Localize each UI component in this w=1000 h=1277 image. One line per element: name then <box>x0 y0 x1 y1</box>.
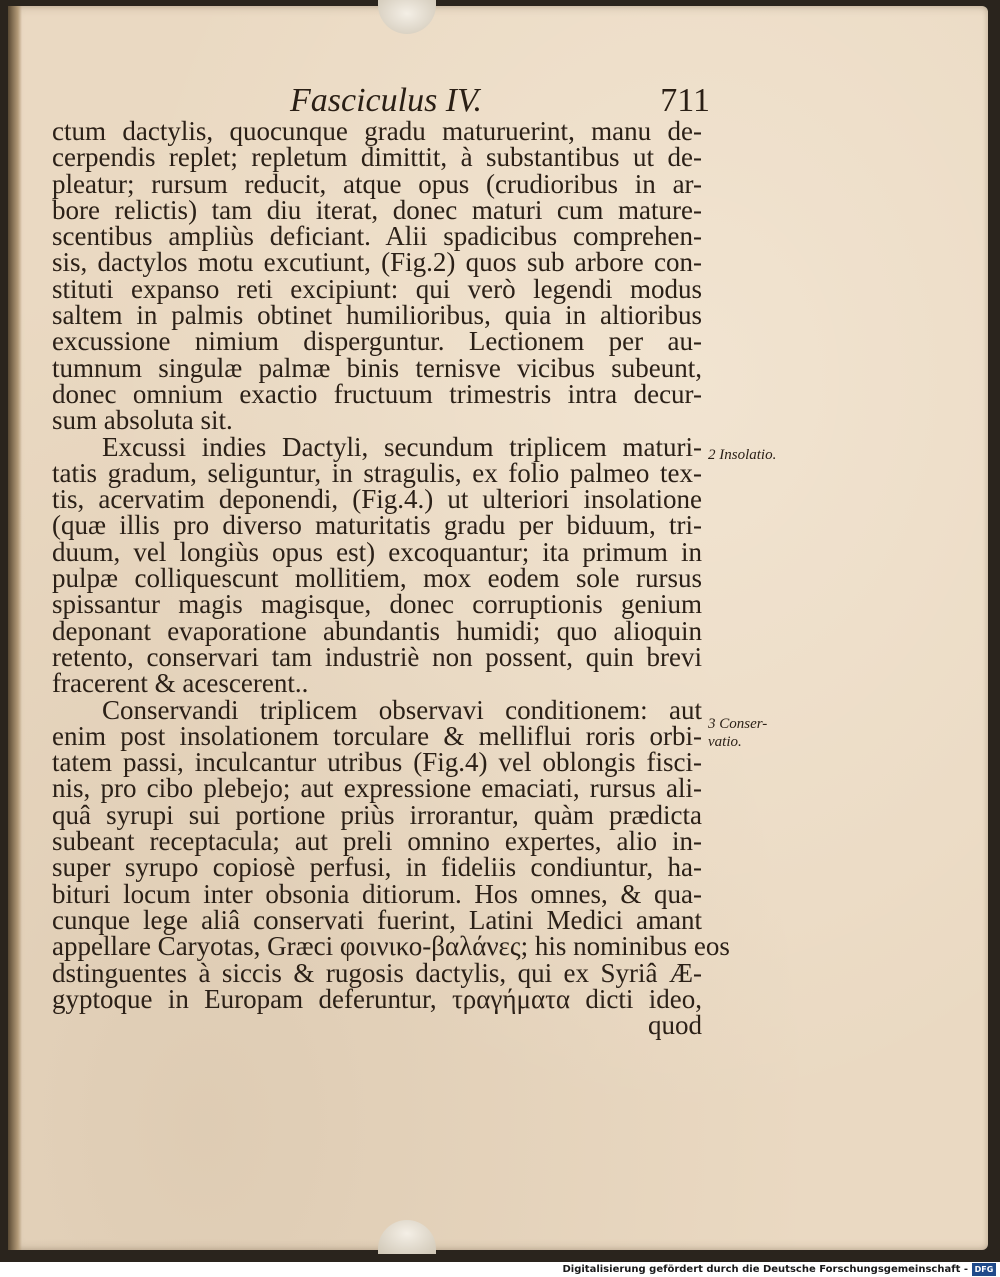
margin-note-line: vatio. <box>708 734 742 750</box>
top-page-clip <box>378 0 436 34</box>
running-title: Fasciculus IV. <box>290 82 483 119</box>
text-line: saltem in palmis obtinet humilioribus, quia in altioribus <box>52 300 702 331</box>
text-line: excussione nimium disperguntur. Lectionem per au- <box>52 326 702 357</box>
text-line: deponant evaporatione abundantis humidi; quo alioquin <box>52 615 702 646</box>
text-line: stituti expanso reti excipiunt: qui verò legendi modus <box>52 273 702 304</box>
margin-note-line: 3 Conser- <box>708 716 768 732</box>
text-line: enim post insolationem torculare & melliflui roris orbi- <box>52 720 702 751</box>
paragraph-start-line: Conservandi triplicem observavi conditionem: aut <box>102 694 702 725</box>
page-gutter <box>8 6 22 1250</box>
text-line: bore relictis) tam diu iterat, donec maturi cum mature- <box>52 194 702 225</box>
text-line: appellare Caryotas, Græci φοινικο-βαλάνες; his nominibus eos <box>52 931 730 962</box>
text-line: tis, acervatim deponendi, (Fig.4.) ut ulteriori insolatione <box>52 484 702 515</box>
text-line: retento, conservari tam industriè non possent, quin brevi <box>52 641 702 672</box>
text-line: subeant receptacula; aut preli omnino expertes, alio in- <box>52 826 702 857</box>
text-line: pleatur; rursum reducit, atque opus (crudioribus in ar- <box>52 168 702 199</box>
catchword: quod <box>648 1010 702 1041</box>
text-line: pulpæ colliquescunt mollitiem, mox eodem sole rursus <box>52 563 702 594</box>
text-line: dstinguentes à siccis & rugosis dactylis, qui ex Syriâ Æ- <box>52 957 702 988</box>
margin-note-conservatio <box>708 715 767 751</box>
dfg-logo-icon: DFG <box>972 1263 996 1276</box>
text-line: sum absoluta sit. <box>52 405 233 436</box>
text-line: cerpendis replet; repletum dimittit, à substantibus ut de- <box>52 142 702 173</box>
text-line: duum, vel longiùs opus est) excoquantur; ita primum in <box>52 536 702 567</box>
text-line: spissantur magis magisque, donec corruptionis genium <box>52 589 702 620</box>
text-line: tatem passi, inculcantur utribus (Fig.4) vel oblongis fisci- <box>52 747 702 778</box>
text-line: gyptoque in Europam deferuntur, τραγήματα dicti ideo, <box>52 983 702 1014</box>
text-line: nis, pro cibo plebejo; aut expressione emaciati, rursus ali- <box>52 773 702 804</box>
margin-note-insolatio: 2 Insolatio. <box>708 447 777 463</box>
text-line: fracerent & acescerent.. <box>52 668 309 699</box>
bottom-page-clip <box>378 1220 436 1254</box>
text-line: bituri locum inter obsonia ditiorum. Hos omnes, & qua- <box>52 878 702 909</box>
text-line: cunque lege aliâ conservati fuerint, Latini Medici amant <box>52 904 702 935</box>
page-number: 711 <box>660 82 710 119</box>
funding-credit: Digitalisierung gefördert durch die Deutsche Forschungsgemeinschaft - <box>562 1264 968 1275</box>
text-line: tumnum singulæ palmæ binis ternisve vicibus subeunt, <box>52 352 702 383</box>
text-line: sis, dactylos motu excutiunt, (Fig.2) quos sub arbore con- <box>52 247 702 278</box>
footer-strip <box>0 1262 1000 1277</box>
paragraph-start-line: Excussi indies Dactyli, secundum triplicem maturi- <box>102 431 702 462</box>
text-line: super syrupo copiosè perfusi, in fideliis condiuntur, ha- <box>52 852 702 883</box>
text-line: ctum dactylis, quocunque gradu maturuerint, manu de- <box>52 116 702 146</box>
text-line: tatis gradum, seliguntur, in stragulis, ex folio palmeo tex- <box>52 457 702 488</box>
text-line: donec omnium exactio fructuum trimestris intra decur- <box>52 378 702 409</box>
text-line: quâ syrupi sui portione priùs irrorantur, quàm prædicta <box>52 799 702 830</box>
text-line: scentibus ampliùs deficiant. Alii spadicibus comprehen- <box>52 221 702 252</box>
text-line: (quæ illis pro diverso maturitatis gradu per biduum, tri- <box>52 510 702 541</box>
